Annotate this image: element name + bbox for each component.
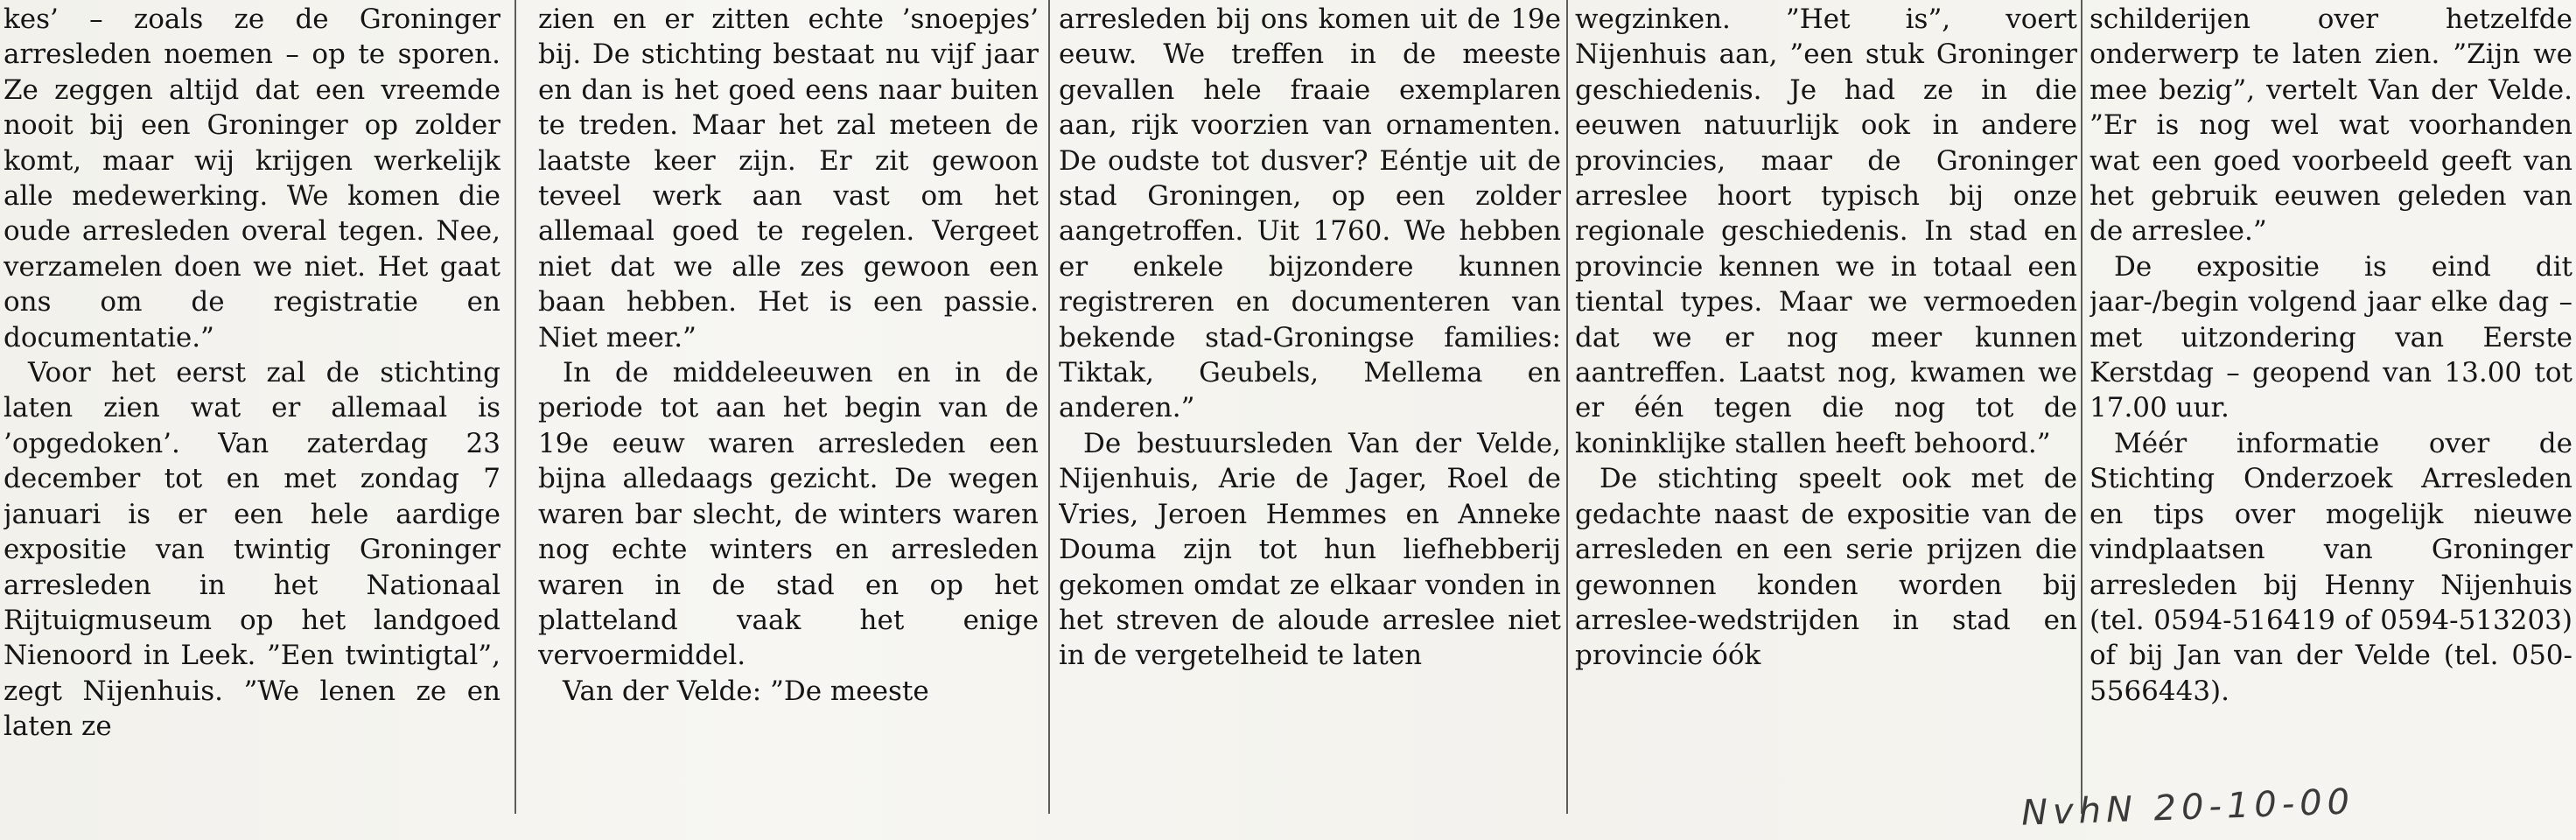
article-column-3	[1059, 2, 1561, 824]
article-column-5	[2090, 2, 2572, 824]
paragraph: Voor het eerst zal de stichting laten zien wat er allemaal is ’opgedoken’. Van zaterdag 23 december tot en met zondag 7 januari is er een hele aardige expositie van twintig Groninger arresleden in het Nationaal Rijtuigmuseum op het landgoed Nienoord in Leek. ”Een twintigtal”, zegt Nijenhuis. ”We lenen ze en laten ze	[4, 357, 500, 743]
paragraph: In de middeleeuwen en in de periode tot aan het begin van de 19e eeuw waren arresleden een bijna alledaags gezicht. De wegen waren bar slecht, de winters waren nog echte winters en arresleden waren in de stad en op het platteland vaak het enige vervoermiddel.	[538, 357, 1039, 672]
paragraph: De bestuursleden Van der Velde, Nijenhuis, Arie de Jager, Roel de Vries, Jeroen Hemmes en Anneke Douma zijn tot hun liefhebberij gekomen omdat ze elkaar vonden in het streven de aloude arreslee niet in de vergetelheid te laten	[1059, 427, 1561, 672]
column-rule	[1566, 0, 1568, 814]
paragraph: kes’ – zoals ze de Groninger arresleden noemen – op te sporen. Ze zeggen altijd dat een vreemde nooit bij een Groninger op zolder komt, maar wij krijgen werkelijk alle medewerking. We komen die oude arresleden overal tegen. Nee, verzamelen doen we niet. Het gaat ons om de registratie en documentatie.”	[4, 4, 500, 354]
column-rule	[2081, 0, 2082, 814]
paragraph: Méér informatie over de Stichting Onderzoek Arresleden en tips over mogelijk nieuwe vindplaatsen van Groninger arresleden bij Henny Nijenhuis (tel. 0594-516419 of 0594-513203) of bij Jan van der Velde (tel. 050-5566443).	[2090, 427, 2572, 707]
paragraph: De stichting speelt ook met de gedachte naast de expositie van de arresleden en een serie prijzen die gewonnen konden worden bij arreslee-wedstrijden in stad en provincie óók	[1575, 463, 2077, 672]
paragraph: wegzinken. ”Het is”, voert Nijenhuis aan, ”een stuk Groninger geschiedenis. Je had ze in die eeuwen natuurlijk ook in andere provincies, maar de Groninger arreslee hoort typisch bij onze regionale geschiedenis. In stad en provincie kennen we in totaal een tiental types. Maar we vermoeden dat we er nog meer kunnen aantreffen. Laatst nog, kwamen we er één tegen die nog tot de koninklijke stallen heeft behoord.”	[1575, 4, 2077, 459]
article-column-1	[4, 2, 500, 824]
handwritten-date-note: NvhN 20-10-00	[2020, 781, 2356, 834]
article-column-4	[1575, 2, 2077, 824]
column-rule	[514, 0, 516, 814]
article-column-2	[538, 2, 1039, 824]
paragraph: zien en er zitten echte ’snoepjes’ bij. De stichting bestaat nu vijf jaar en dan is het goed eens naar buiten te treden. Maar het zal meteen de laatste keer zijn. Er zit gewoon teveel werk aan vast om het allemaal goed te regelen. Vergeet niet dat we alle zes gewoon een baan hebben. Het is een passie. Niet meer.”	[538, 4, 1039, 354]
paragraph: De expositie is eind dit jaar-/begin volgend jaar elke dag – met uitzondering van Eerste Kerstdag – geopend van 13.00 tot 17.00 uur.	[2090, 250, 2572, 424]
paragraph: Van der Velde: ”De meeste	[563, 675, 929, 707]
column-rule	[1048, 0, 1050, 814]
paragraph: schilderijen over hetzelfde onderwerp te laten zien. ”Zijn we mee bezig”, vertelt Van der Velde. ”Er is nog wel wat voorhanden wat een goed voorbeeld geeft van het gebruik eeuwen geleden van de arreslee.”	[2090, 4, 2572, 248]
paragraph: arresleden bij ons komen uit de 19e eeuw. We treffen in de meeste gevallen hele fraaie exemplaren aan, rijk voorzien van ornamenten. De oudste tot dusver? Eéntje uit de stad Groningen, op een zolder aangetroffen. Uit 1760. We hebben er enkele bijzondere kunnen registreren en documenteren van bekende stad-Groningse families: Tiktak, Geubels, Mellema en anderen.”	[1059, 4, 1561, 424]
